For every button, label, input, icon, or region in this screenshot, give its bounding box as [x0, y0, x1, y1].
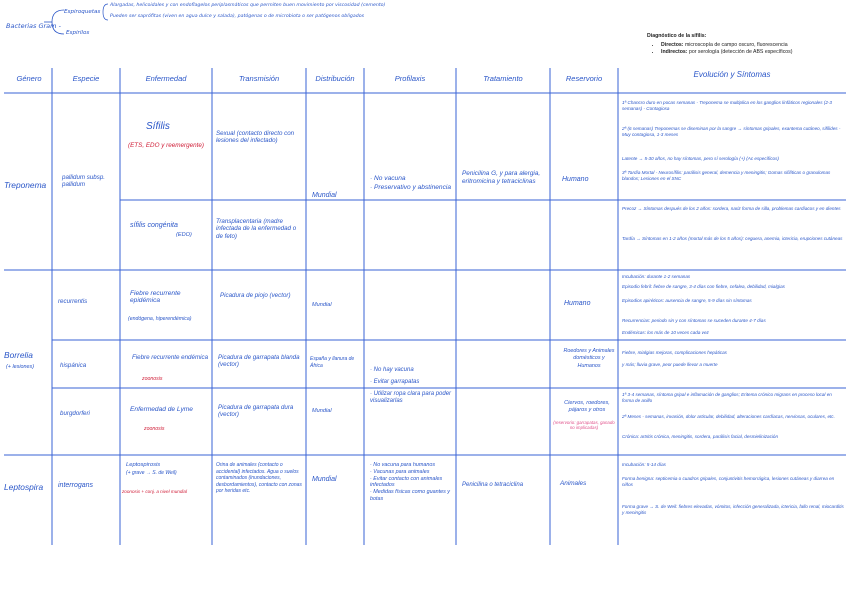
profilaxis-item-text: Preservativo y abstinencia	[374, 184, 451, 191]
evolucion-recurrentis-4: Recurrencias: periodo sin y con síntomas se suceden durante 4-7 días	[622, 318, 766, 323]
enfermedad-sifilis-congenita: sífilis congénita	[130, 222, 178, 229]
especie-interrogans: interrogans	[58, 482, 94, 489]
reservorio-burgdorferi: Ciervos, roedores, pájaros y otros	[564, 400, 610, 414]
especie-burgdorferi: burgdorferi	[60, 410, 90, 417]
transmision-piojo: Picadura de piojo (vector)	[220, 292, 291, 299]
evolucion-burgdorferi-3: Crónica: artritis crónica, meningitis, sordera, parálisis facial, desmielinización	[622, 434, 778, 439]
tratamiento-leptospira: Penicilina o tetraciclina	[462, 482, 524, 488]
transmision-transplacentaria: Transplacentaria (madre infectada de la enfermedad o de feto)	[216, 218, 297, 240]
reservorio-hispanica: Roedores y Animales domésticos y Humanos	[563, 348, 615, 369]
evolucion-hispanica-2: y más; lluvia grave, peor puede llevar a muerte	[622, 362, 718, 367]
evolucion-hispanica-1: Fiebre, mialgias mejoras, complicaciones hepáticas	[622, 350, 727, 355]
profilaxis-item: · No vacuna	[370, 175, 406, 182]
profilaxis-item-text: Medidas físicas como guantes y botas	[370, 489, 451, 502]
bracket-icon	[40, 8, 66, 36]
transmision-sexual: Sexual (contacto directo con lesiones del infectado)	[216, 130, 295, 145]
diagnostico-item-bold: Indirectos:	[661, 49, 688, 55]
evolucion-recurrentis-3: Episodios apiréticos: ausencia de sangre, 5-9 días sin síntomas	[622, 298, 752, 303]
diagnostico-title: Diagnóstico de la sífilis:	[647, 33, 707, 39]
espiroquetas-desc-1: Alargadas, helicoidales y con endoflagelos periplasmáticos que permiten buen movimiento por viscosidad (cemento)	[110, 3, 386, 8]
bacterias-label: Bacterias Gram -	[6, 22, 61, 30]
evolucion-leptospira-1: Incubación: 5-14 días	[622, 462, 666, 467]
enfermedad-sifilis-congenita-sub: (EDO)	[176, 232, 192, 238]
profilaxis-item-text: Evitar contacto con animales infectados	[370, 475, 443, 489]
enfermedad-recurrente-endemica-label: zoonosis	[142, 376, 163, 382]
evolucion-treponema-1: 1ª Chancro duro en pocas semanas - Treponema se multiplica en los ganglios linfáticos regionales (2-3 semanas) - Contagiosa	[622, 100, 832, 111]
evolucion-leptospira-2: Forma benigna: septicemia o cuadros gripales, conjuntivitis hemorrágica, lesiones cutáneas y diarrea en niños	[622, 476, 835, 487]
diagnostico-item-text: por serología (detección de ABS específicos)	[687, 49, 793, 55]
especie-hispanica: hispánica	[60, 362, 87, 369]
profilaxis-borrelia	[370, 364, 454, 405]
evolucion-recurrentis-5: Endémicas: los más de 10 veces cada vez	[622, 330, 709, 335]
col-header-transmision: Transmisión	[238, 74, 280, 83]
evolucion-recurrentis-1: Incubación: durante 1-2 semanas	[622, 274, 691, 279]
distribucion-treponema: Mundial	[312, 192, 337, 199]
transmision-garrapata-blanda: Picadura de garrapata blanda (vector)	[218, 354, 300, 369]
profilaxis-item: · No hay vacuna	[370, 367, 414, 373]
evolucion-treponema-2: 2ª (6 semanas) Treponemas se diseminan por la sangre → síntomas gripales, exantema cutáneo, sifílides - Muy contagiosa, 1-3 meses	[622, 126, 841, 137]
evolucion-treponema-6: Tardía → Síntomas en 1-2 años (mortal más de los 5 años): ceguera, anemia, ictericia, erupciones cutáneas	[622, 236, 843, 241]
evolucion-burgdorferi-2: 2ª Meses - semanas, invasión, dolor articular, debilidad, alteraciones cardíacas, nerviosas, oculares, etc.	[622, 414, 835, 419]
enfermedad-recurrente-endemica: Fiebre recurrente endémica	[132, 354, 209, 361]
transmision-garrapata-dura: Picadura de garrapata dura (vector)	[218, 404, 294, 419]
col-header-evolucion: Evolución y Síntomas	[693, 70, 771, 79]
evolucion-burgdorferi-1: 1ª 3-4 semanas, síntoma gripal e inflamación de ganglios; Eritema crónico migrans en proceso local en forma de anillo	[622, 392, 832, 403]
profilaxis-item-text: No vacuna	[374, 175, 406, 182]
enfermedad-leptospirosis: Leptospirosis	[126, 462, 161, 468]
diagnostico-note	[647, 33, 842, 56]
profilaxis-item-text: No vacuna para humanos	[373, 462, 436, 468]
col-header-distribucion: Distribución	[315, 74, 355, 83]
col-header-tratamiento: Tratamiento	[483, 74, 523, 83]
genero-treponema: Treponema	[4, 180, 47, 190]
enfermedad-lyme: Enfermedad de Lyme	[130, 406, 193, 413]
evolucion-treponema-5: Precoz → Síntomas después de los 2 años: sordera, nariz forma de silla, problemas cardíacos y en dientes	[622, 206, 841, 211]
enfermedad-sifilis-sub: (ETS, EDO y reemergente)	[128, 142, 204, 149]
profilaxis-item-text: Vacunas para animales	[373, 468, 430, 475]
especie-pallidum: pallidum subsp. pallidum	[62, 174, 105, 189]
enfermedad-leptospirosis-sub: (+ grave → S. de Weil)	[126, 470, 177, 476]
profilaxis-leptospira	[370, 462, 454, 503]
col-header-especie: Especie	[72, 74, 100, 83]
distribucion-recurrentis: Mundial	[312, 302, 332, 308]
profilaxis-item: · Evitar contacto con animales infectados	[370, 475, 443, 489]
genero-borrelia-sub: (+ lesiones)	[6, 364, 35, 370]
transmision-orina: Orina de animales (contacto o accidental) infectados. Agua o suelos contaminados (inundaciones, desbordamientos), contacto con zonas por heridas etc.	[216, 462, 302, 495]
profilaxis-item: · Vacunas para animales	[370, 468, 430, 475]
diagnostico-item-bold: Directos:	[661, 42, 684, 48]
reservorio-treponema: Humano	[562, 176, 589, 183]
evolucion-recurrentis-2: Episodio febril: fiebre de sangre, 3-4 días con fiebre, cefalea, debilidad, mialgias	[622, 284, 785, 289]
genero-borrelia: Borrelia	[4, 350, 33, 360]
profilaxis-item: · No vacuna para humanos	[370, 462, 436, 468]
profilaxis-item-text: Evitar garrapatas	[373, 379, 420, 385]
col-header-profilaxis: Profilaxis	[394, 74, 426, 83]
evolucion-leptospira-3: Forma grave → S. de Weil: fiebres elevadas, vómitos, infección generalizada, ictericia, fallo renal, miocarditis y meningitis	[622, 504, 844, 515]
enfermedad-sifilis: Sífilis	[146, 121, 170, 132]
genero-leptospira: Leptospira	[4, 482, 44, 492]
espiroquetas-desc-2: Pueden ser saprófitas (viven en agua dulce y salada), patógenas o de microbiota o ser patógenos obligados	[110, 14, 365, 19]
col-header-enfermedad: Enfermedad	[145, 74, 187, 83]
col-header-reservorio: Reservorio	[565, 74, 603, 83]
diagnostico-item-text: microscopía de campo oscuro, fluorescencia	[683, 42, 788, 48]
profilaxis-item-text: Utilizar ropa clara para poder visualizarlas	[370, 391, 452, 404]
bracket-icon	[98, 2, 110, 22]
enfermedad-recurrente-epidemica: Fiebre recurrente epidémica	[130, 290, 181, 305]
reservorio-leptospira: Animales	[560, 480, 587, 487]
evolucion-treponema-4: 3ª Tardía Mortal - Neurosífilis: parálisis general, demencia y meningitis; Gomas sifilíticas o granulomas blandos; Lesiones en el SNC	[622, 170, 831, 181]
col-header-genero: Género	[16, 74, 42, 83]
profilaxis-item: · Utilizar ropa clara para poder visualizarlas	[370, 391, 452, 404]
enfermedad-lyme-label: zoonosis	[144, 426, 165, 432]
diagnostico-list	[647, 42, 842, 56]
diagnostico-item	[661, 42, 842, 49]
enfermedad-leptospirosis-label: zoonosis + conj. a nivel mundial	[122, 489, 187, 494]
distribucion-burgdorferi: Mundial	[312, 408, 332, 414]
distribucion-hispanica: España y llanura de África	[310, 356, 355, 370]
reservorio-recurrentis: Humano	[564, 300, 591, 307]
espirilos-label: Espirilos	[66, 30, 90, 36]
enfermedad-recurrente-epidemica-sub: (endógena, hiperendémica)	[128, 316, 192, 322]
profilaxis-item: · Evitar garrapatas	[370, 379, 420, 385]
espiroquetas-label: Espiroquetas	[64, 9, 101, 15]
distribucion-leptospira: Mundial	[312, 476, 337, 483]
tratamiento-treponema: Penicilina G, y para alergia, eritromicina y tetraciclinas	[462, 170, 541, 185]
reservorio-burgdorferi-sub: (reservorio: garrapatas, ganado no implicadas)	[553, 420, 615, 431]
profilaxis-treponema	[370, 174, 454, 192]
especie-recurrentis: recurrentis	[58, 298, 88, 305]
evolucion-treponema-3: Latente → 5-30 años, no hay síntomas, pero sí serología (+) (Ac específicos)	[622, 156, 779, 161]
profilaxis-item: · Preservativo y abstinencia	[370, 184, 451, 191]
diagnostico-item	[661, 49, 842, 56]
profilaxis-item: · Medidas físicas como guantes y botas	[370, 489, 451, 502]
profilaxis-item-text: No hay vacuna	[373, 367, 414, 373]
